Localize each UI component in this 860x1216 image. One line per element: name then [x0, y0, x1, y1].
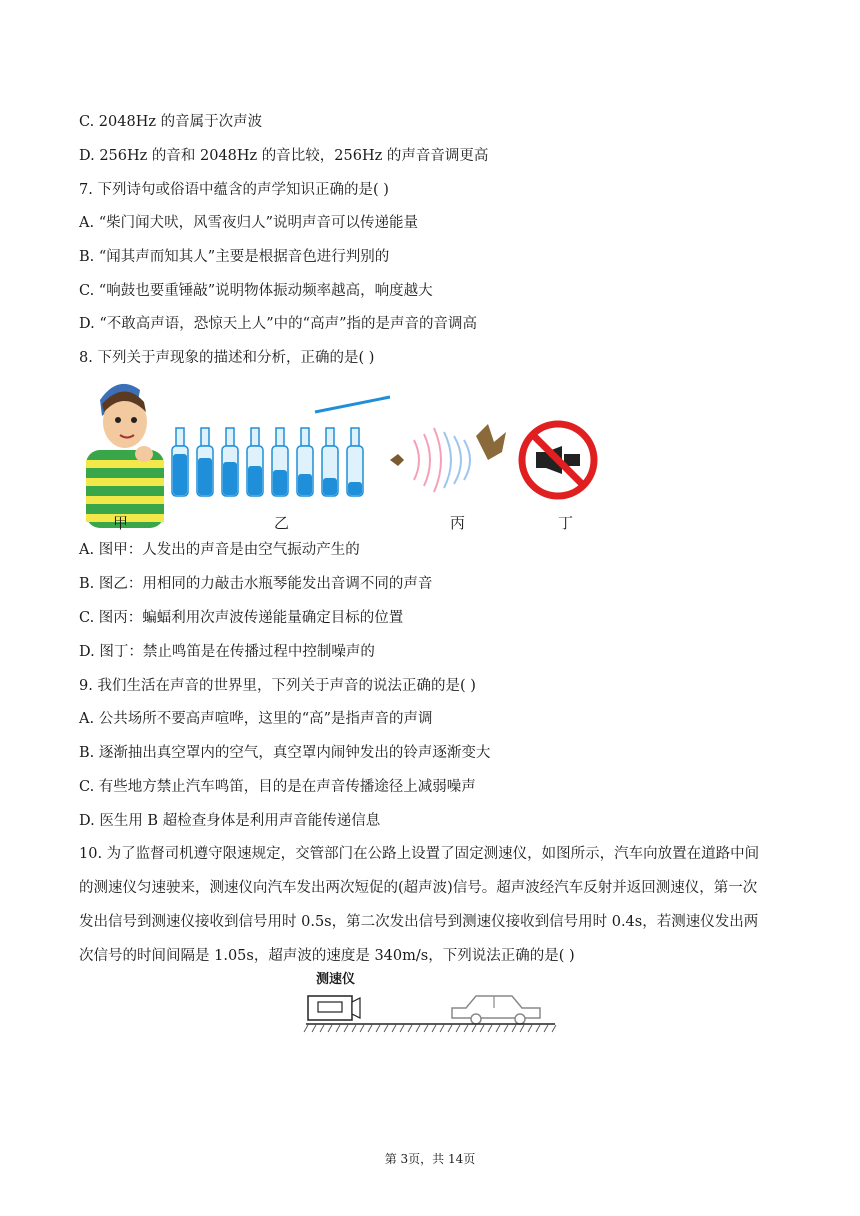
figure-caption-ding: 丁: [558, 514, 574, 532]
q8-option-b: B. 图乙：用相同的力敲击水瓶琴能发出音调不同的声音: [79, 576, 433, 592]
water-bottles-illustration: [172, 397, 390, 496]
no-horn-sign-icon: [522, 424, 594, 496]
q8-stem: 8. 下列关于声现象的描述和分析，正确的是( ): [79, 350, 375, 366]
bat-ultrasound-illustration: [390, 424, 506, 492]
page-footer: 第 3页，共 14页: [384, 1152, 476, 1166]
speed-meter-icon: [308, 996, 360, 1020]
q6-option-d: D. 256Hz 的音和 2048Hz 的音比较，256Hz 的声音音调更高: [79, 148, 489, 164]
q10-line: 次信号的时间间隔是 1.05s，超声波的速度是 340m/s，下列说法正确的是( ): [79, 948, 575, 964]
q10-stem: [79, 837, 781, 973]
speed-meter-label: 测速仪: [316, 972, 356, 987]
q7-option-c: C. “响鼓也要重锤敲”说明物体振动频率越高，响度越大: [79, 283, 433, 299]
q8-option-c: C. 图丙：蝙蝠利用次声波传递能量确定目标的位置: [79, 610, 404, 626]
q9-option-b: B. 逐渐抽出真空罩内的空气，真空罩内闹钟发出的铃声逐渐变大: [79, 745, 491, 761]
q9-option-a: A. 公共场所不要高声喧哗，这里的“高”是指声音的声调: [79, 711, 433, 727]
q10-line: 10. 为了监督司机遵守限速规定，交管部门在公路上设置了固定测速仪，如图所示，汽车向放置在道路中间: [79, 846, 760, 862]
figure-caption-yi: 乙: [274, 514, 290, 532]
q10-figure: [300, 968, 560, 1038]
q10-line: 的测速仪匀速驶来，测速仪向汽车发出两次短促的(超声波)信号。超声波经汽车反射并返回测速仪，第一次: [79, 880, 758, 896]
q9-option-d: D. 医生用 B 超检查身体是利用声音能传递信息: [79, 813, 381, 829]
figure-caption-bing: 丙: [450, 514, 466, 532]
q7-option-d: D. “不敢高声语，恐惊天上人”中的“高声”指的是声音的音调高: [79, 316, 477, 332]
figure-caption-jia: 甲: [113, 514, 129, 532]
q9-stem: 9. 我们生活在声音的世界里，下列关于声音的说法正确的是( ): [79, 678, 476, 694]
q8-option-a: A. 图甲：人发出的声音是由空气振动产生的: [79, 542, 360, 558]
q9-option-c: C. 有些地方禁止汽车鸣笛，目的是在声音传播途径上减弱噪声: [79, 779, 476, 795]
q8-option-d: D. 图丁：禁止鸣笛是在传播过程中控制噪声的: [79, 644, 375, 660]
speed-meter-road-diagram: [300, 986, 560, 1036]
road-ground: [304, 1024, 556, 1032]
q7-stem: 7. 下列诗句或俗语中蕴含的声学知识正确的是( ): [79, 182, 389, 198]
q10-line: 发出信号到测速仪接收到信号用时 0.5s，第二次发出信号到测速仪接收到信号用时 0.4s，若测速仪发出两: [79, 914, 759, 930]
car-icon: [452, 996, 540, 1024]
q7-option-b: B. “闻其声而知其人”主要是根据音色进行判别的: [79, 249, 390, 265]
q7-option-a: A. “柴门闻犬吠，风雪夜归人”说明声音可以传递能量: [79, 215, 419, 231]
q6-option-c: C. 2048Hz 的音属于次声波: [79, 114, 263, 130]
q8-figure: [78, 372, 618, 537]
person-illustration: [86, 384, 164, 528]
